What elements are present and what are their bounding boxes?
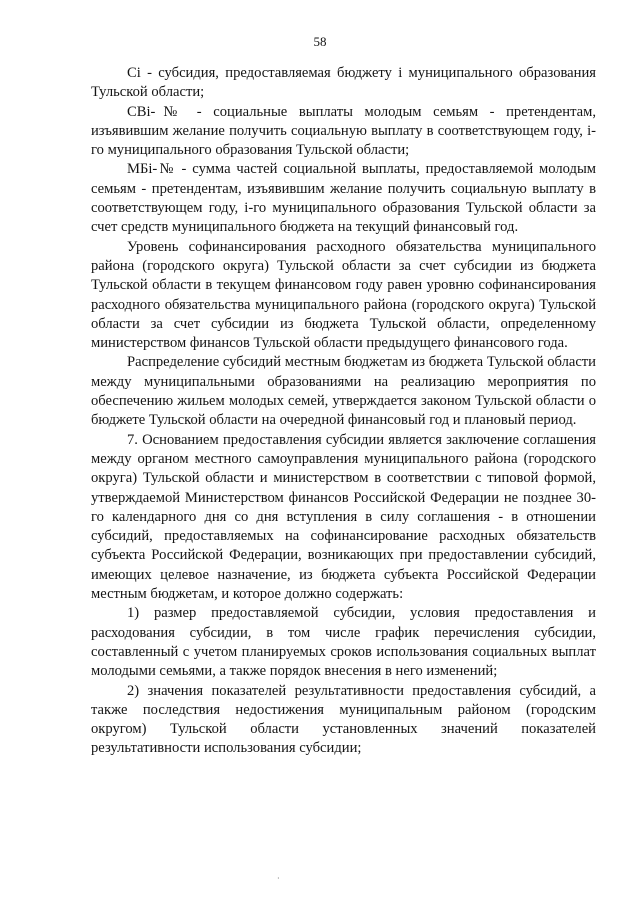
paragraph-ci-definition: Ci - субсидия, предоставляемая бюджету i муниципального образования Тульской области; — [91, 65, 596, 101]
paragraph-subitem-2: 2) значения показателей результативности предоставления субсидий, а также последствия недостижения муниципальным районом (городским округом) Тульской области установленных значений показателей результативности использования субсидии; — [91, 682, 596, 757]
bottom-dot-mark: · — [277, 874, 280, 883]
paragraph-cofinancing-level: Уровень софинансирования расходного обязательства муниципального района (городского округа) Тульской области за счет субсидии из бюджета Тульской области в текущем финансовом году равен уровню софинансирования расходного обязательства муниципального района (городского округа) Тульской области за счет субсидии из бюджета Тульской области, определенному министерством финансов Тульской области предыдущего финансового года. — [91, 238, 596, 352]
paragraph-subitem-1: 1) размер предоставляемой субсидии, условия предоставления и расходования субсидии, в том числе график перечисления субсидии, составленный с учетом планируемых сроков использования социальных выплат молодыми семьями, а также порядок внесения в него изменений; — [91, 605, 596, 680]
paragraph-item-7: 7. Основанием предоставления субсидии является заключение соглашения между органом местного самоуправления муниципального района (городского округа) Тульской области и министерством в соответствии с типовой формой, утверждаемой Министерством финансов Российской Федерации не позднее 30-го календарного дня со дня вступления в силу соглашения - в отношении субсидий, предоставляемых на софинансирование расходных обязательств субъекта Российской Федерации, возникающих при предоставлении субсидий, имеющих целевое назначение, из бюджета субъекта Российской Федерации местным бюджетам, и которое должно содержать: — [91, 431, 596, 603]
paragraph-subsidy-distribution: Распределение субсидий местным бюджетам из бюджета Тульской области между муниципальными образованиями на реализацию мероприятия по обеспечению жильем молодых семей, утверждается законом Тульской области о бюджете Тульской области на очередной финансовый год и плановый период. — [91, 354, 596, 429]
paragraph-cbi-definition: СВi-№ - социальные выплаты молодым семьям - претендентам, изъявившим желание получить социальную выплату в соответствующем году, i-го муниципального образования Тульской области; — [91, 103, 596, 159]
page-number: 58 — [313, 34, 327, 49]
paragraph-mbi-definition: МБi-№ - сумма частей социальной выплаты, предоставляемой молодым семьям - претендентам, изъявившим желание получить социальную выплату в соответствующем году, i-го муниципального образования Тульской области за счет средств муниципального бюджета на текущий финансовый год. — [91, 161, 596, 236]
document-body — [91, 64, 596, 759]
